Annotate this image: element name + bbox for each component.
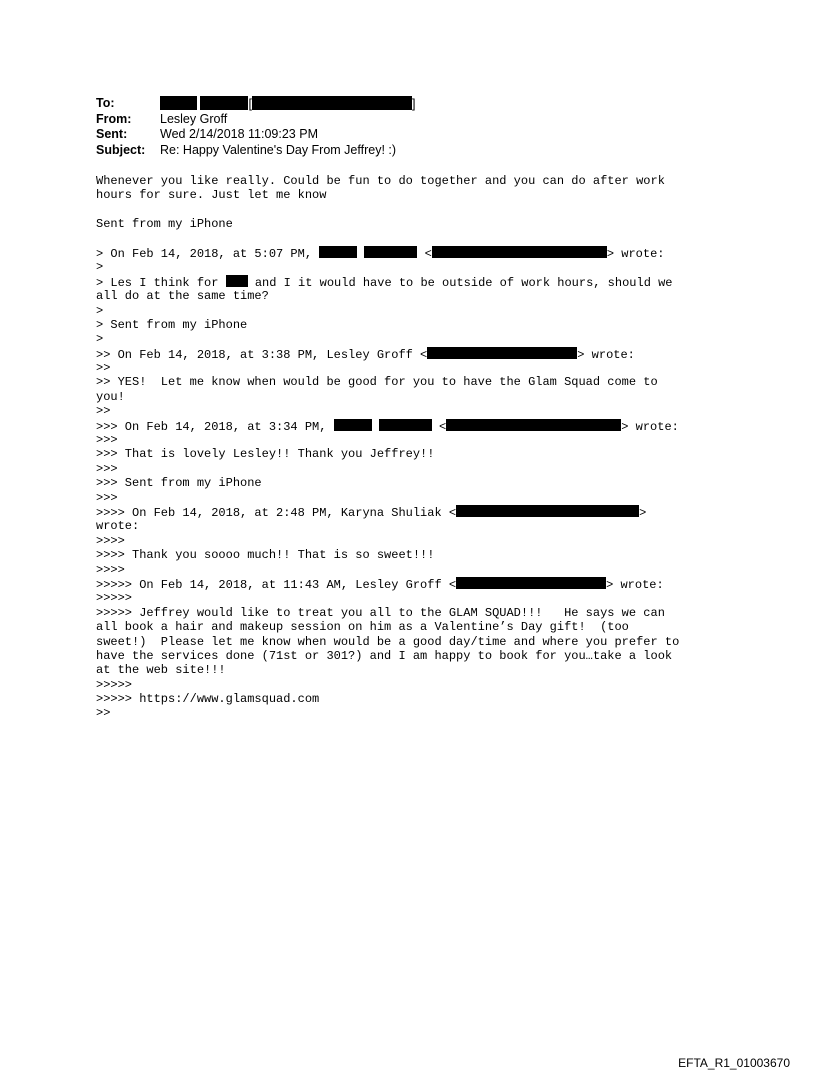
body-line: >>> That is lovely Lesley!! Thank you Jeffrey!! bbox=[96, 447, 435, 462]
redaction-block bbox=[427, 347, 577, 359]
from-label: From: bbox=[96, 111, 132, 126]
redaction-block bbox=[252, 96, 412, 110]
quote-header-line: >>>>> On Feb 14, 2018, at 11:43 AM, Lesley Groff < > wrote: bbox=[96, 577, 664, 592]
redaction-block bbox=[456, 505, 639, 517]
to-bracket-open: [ bbox=[248, 97, 252, 111]
redaction-block bbox=[432, 246, 607, 258]
body-line: > bbox=[96, 303, 104, 318]
redaction-block bbox=[319, 246, 357, 258]
sent-value: Wed 2/14/2018 11:09:23 PM bbox=[160, 127, 318, 141]
subject-label: Subject: bbox=[96, 142, 146, 157]
body-line: > bbox=[96, 260, 104, 275]
body-line: > Sent from my iPhone bbox=[96, 317, 248, 332]
body-line: >>>>> https://www.glamsquad.com bbox=[96, 692, 320, 707]
quote-header-line: > On Feb 14, 2018, at 5:07 PM, < > wrote: bbox=[96, 246, 665, 261]
redaction-block bbox=[200, 96, 248, 110]
body-line: Whenever you like really. Could be fun to do together and you can do after work bbox=[96, 174, 665, 188]
body-line: have the services done (71st or 301?) and I am happy to book for you…take a look bbox=[96, 648, 673, 663]
body-line: >>>> bbox=[96, 533, 125, 548]
sent-label: Sent: bbox=[96, 127, 128, 141]
document-id: EFTA_R1_01003670 bbox=[678, 1056, 790, 1070]
body-line: >>>> Thank you soooo much!! That is so sweet!!! bbox=[96, 548, 435, 563]
body-line: hours for sure. Just let me know bbox=[96, 188, 327, 203]
to-label: To: bbox=[96, 96, 115, 110]
redaction-block bbox=[456, 577, 606, 589]
body-line: >> bbox=[96, 404, 111, 419]
blank-line bbox=[96, 203, 736, 217]
body-line: >> bbox=[96, 361, 111, 376]
body-line: >>> bbox=[96, 461, 118, 476]
body-line: sweet!) Please let me know when would be a good day/time and where you prefer to bbox=[96, 634, 680, 649]
body-line: >> bbox=[96, 706, 111, 721]
to-value bbox=[160, 96, 415, 113]
body-line: >>>>> bbox=[96, 591, 133, 606]
redaction-block bbox=[446, 419, 621, 431]
body-line: >> YES! Let me know when would be good for you to have the Glam Squad come to bbox=[96, 375, 658, 390]
body-line: all do at the same time? bbox=[96, 289, 269, 304]
body-line: wrote: bbox=[96, 519, 140, 534]
redaction-block bbox=[334, 419, 372, 431]
blank-line bbox=[96, 232, 736, 246]
body-line: > Les I think for and I it would have to be outside of work hours, should we bbox=[96, 275, 673, 290]
subject-value: Re: Happy Valentine's Day From Jeffrey! :) bbox=[160, 142, 397, 157]
redaction-block bbox=[226, 275, 248, 287]
body-line: >>>> bbox=[96, 562, 125, 577]
redaction-block bbox=[379, 419, 432, 431]
body-line: at the web site!!! bbox=[96, 663, 226, 678]
body-line: >>>>> bbox=[96, 677, 133, 692]
to-bracket-close: ] bbox=[411, 97, 416, 111]
body-line: all book a hair and makeup session on him as a Valentine’s Day gift! (too bbox=[96, 620, 629, 635]
body-line: >>> bbox=[96, 490, 118, 505]
body-line: Sent from my iPhone bbox=[96, 217, 233, 232]
body-line: you! bbox=[96, 389, 125, 404]
redaction-block bbox=[160, 96, 197, 110]
email-body bbox=[96, 174, 736, 721]
quote-header-line: >>> On Feb 14, 2018, at 3:34 PM, < > wrote: bbox=[96, 419, 679, 434]
body-line: >>> Sent from my iPhone bbox=[96, 476, 262, 491]
body-line: >>>>> Jeffrey would like to treat you all to the GLAM SQUAD!!! He says we can bbox=[96, 605, 665, 620]
quote-header-line: >> On Feb 14, 2018, at 3:38 PM, Lesley Groff < > wrote: bbox=[96, 347, 635, 362]
body-line: > bbox=[96, 332, 104, 347]
quote-header-line: >>>> On Feb 14, 2018, at 2:48 PM, Karyna Shuliak < > bbox=[96, 505, 647, 520]
body-line: >>> bbox=[96, 433, 118, 448]
redaction-block bbox=[364, 246, 417, 258]
from-value: Lesley Groff bbox=[160, 111, 228, 126]
